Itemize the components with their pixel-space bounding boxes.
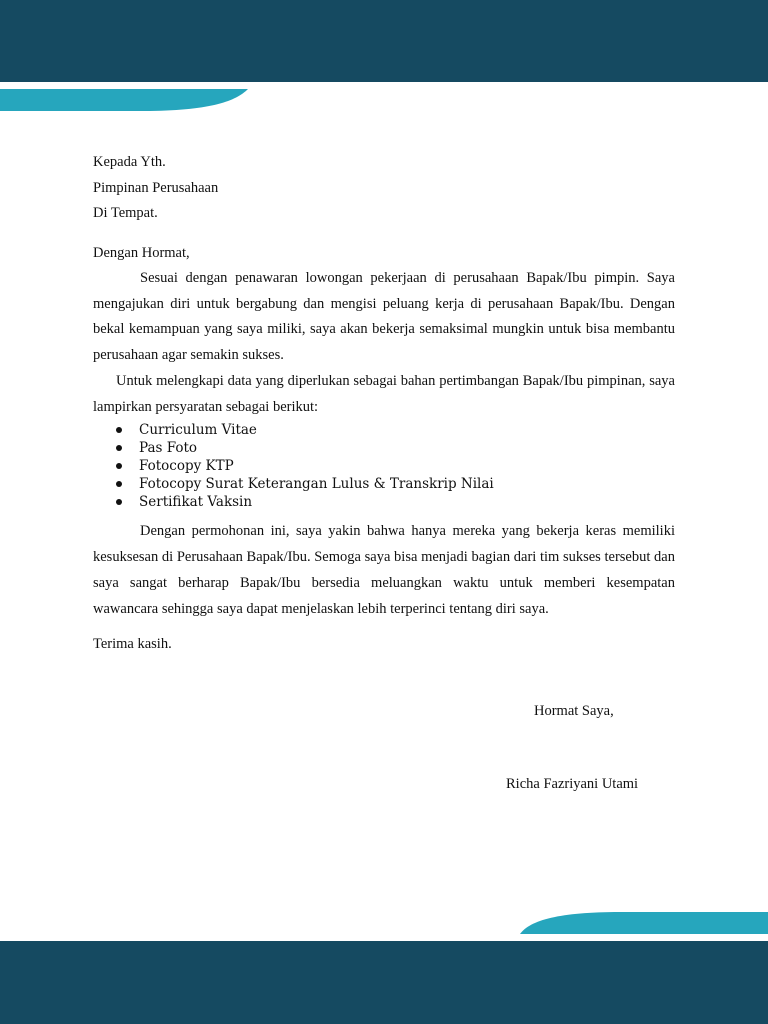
signature-name: Richa Fazriyani Utami <box>506 776 639 792</box>
recipient-line-3: Di Tempat. <box>93 205 158 221</box>
header-band <box>0 0 768 82</box>
list-item: Sertifikat Vaksin <box>93 493 613 511</box>
list-item: Fotocopy Surat Keterangan Lulus & Transkrip Nilai <box>93 475 613 493</box>
recipient-line-1: Kepada Yth. <box>93 154 166 170</box>
paragraph-attachments: Untuk melengkapi data yang diperlukan sebagai bahan pertimbangan Bapak/Ibu pimpinan, saya lampirkan persyaratan sebagai berikut: <box>93 373 675 415</box>
requirements-list <box>93 421 613 511</box>
paragraph-intro: Sesuai dengan penawaran lowongan pekerjaan di perusahaan Bapak/Ibu pimpin. Saya mengajukan diri untuk bergabung dan mengisi peluang kerja di perusahaan Bapak/Ibu. Dengan bekal kemampuan yang saya miliki, saya akan bekerja semaksimal mungkin untuk bisa membantu perusahaan agar semakin sukses. <box>93 270 675 363</box>
header-accent-stripe <box>0 89 248 111</box>
list-item: Curriculum Vitae <box>93 421 613 439</box>
list-item: Pas Foto <box>93 439 613 457</box>
closing-text: Hormat Saya, <box>534 703 614 719</box>
salutation: Dengan Hormat, <box>93 245 190 261</box>
list-item: Fotocopy KTP <box>93 457 613 475</box>
footer-band <box>0 941 768 1024</box>
thanks-text: Terima kasih. <box>93 636 172 652</box>
recipient-line-2: Pimpinan Perusahaan <box>93 180 219 196</box>
paragraph-closing: Dengan permohonan ini, saya yakin bahwa hanya mereka yang bekerja keras memiliki kesuksesan di Perusahaan Bapak/Ibu. Semoga saya bisa menjadi bagian dari tim sukses tersebut dan saya sangat berharap Bapak/Ibu bersedia meluangkan waktu untuk memberi kesempatan wawancara sehingga saya dapat menjelaskan lebih terperinci tentang diri saya. <box>93 523 675 617</box>
footer-accent-stripe <box>520 912 768 934</box>
